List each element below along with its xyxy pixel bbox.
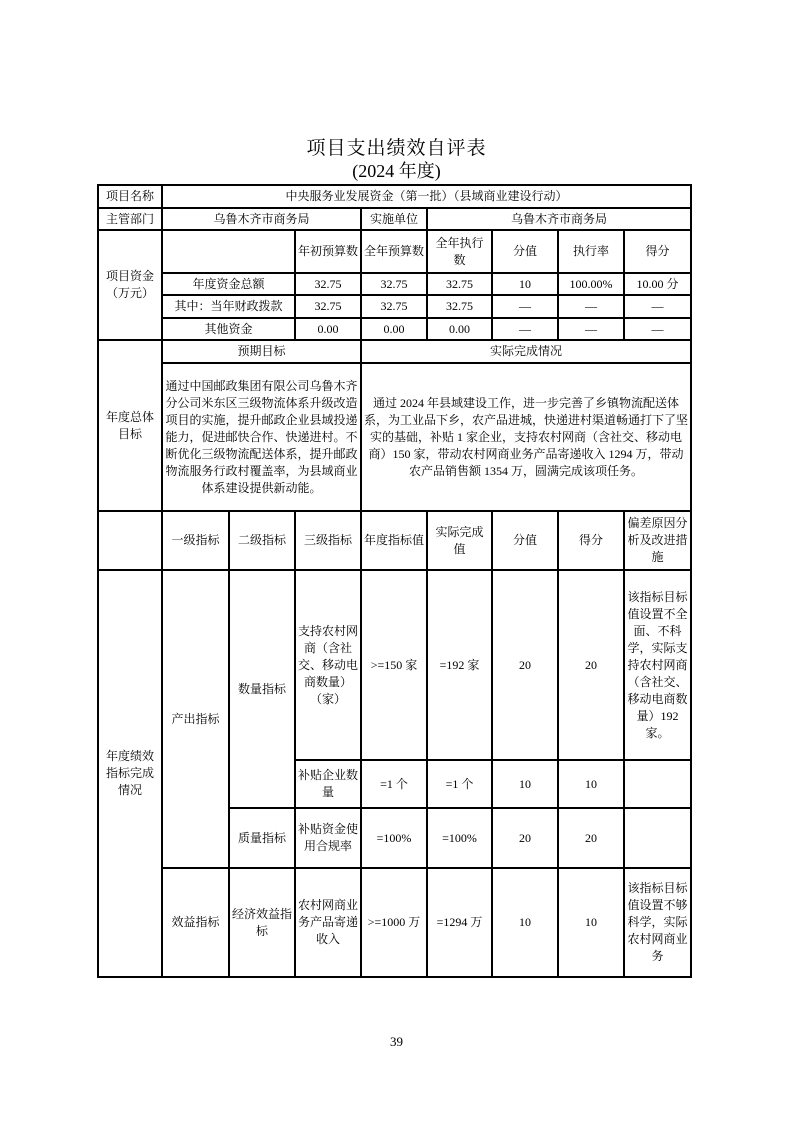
- actual-value-cell: =1294 万: [427, 868, 492, 977]
- score-cell: 10: [558, 868, 624, 977]
- deviation-cell: [624, 808, 691, 868]
- funds-row-fiscal: [98, 295, 691, 318]
- funds-value: 32.75: [295, 273, 361, 295]
- deviation-cell: 该指标目标值设置不够科学，实际农村网商业务: [624, 868, 691, 977]
- level2-cell: 质量指标: [229, 808, 295, 868]
- score-cell: 20: [558, 570, 624, 760]
- funds-row-name: 其他资金: [162, 318, 295, 340]
- funds-row-other: [98, 318, 691, 340]
- funds-value: 100.00%: [558, 273, 624, 295]
- supervisor-value: 乌鲁木齐市商务局: [162, 208, 361, 230]
- funds-value: —: [624, 318, 691, 340]
- indicator-header-actual: 实际完成值: [427, 511, 492, 570]
- target-value-cell: >=150 家: [361, 570, 427, 760]
- goal-section-label: 年度总体目标: [98, 340, 162, 511]
- level1-cell: 产出指标: [162, 570, 229, 868]
- points-cell: 20: [492, 808, 558, 868]
- indicator-header-target: 年度指标值: [361, 511, 427, 570]
- funds-value: 0.00: [361, 318, 427, 340]
- supervisor-label: 主管部门: [98, 208, 162, 230]
- funds-value: —: [492, 295, 558, 318]
- funds-row-name: 年度资金总额: [162, 273, 295, 295]
- funds-value: 32.75: [427, 295, 492, 318]
- funds-value: 0.00: [427, 318, 492, 340]
- target-value-cell: =1 个: [361, 760, 427, 808]
- self-evaluation-table: [97, 184, 692, 978]
- funds-value: —: [492, 318, 558, 340]
- funds-value: —: [558, 295, 624, 318]
- project-name-label: 项目名称: [98, 185, 162, 208]
- funds-header-score: 得分: [624, 230, 691, 273]
- level3-cell: 农村网商业务产品寄递收入: [295, 868, 361, 977]
- funds-value: 32.75: [361, 273, 427, 295]
- level3-cell: 支持农村网商（含社交、移动电商数量）（家）: [295, 570, 361, 760]
- goal-actual-text: 通过 2024 年县域建设工作，进一步完善了乡镇物流配送体系，为工业品下乡，农产品进城，快递进村渠道畅通打下了坚实的基础，补贴 1 家企业，支持农村网商（含社交、移动电商）150 家，带动农村网商业务产品寄递收入 1294 万，带动农产品销售额 1354 万，圆满完成该项任务。: [361, 363, 691, 511]
- target-value-cell: =100%: [361, 808, 427, 868]
- level1-cell: 效益指标: [162, 868, 229, 977]
- score-cell: 10: [558, 760, 624, 808]
- indicator-header-level3: 三级指标: [295, 511, 361, 570]
- level3-cell: 补贴企业数量: [295, 760, 361, 808]
- deviation-cell: [624, 760, 691, 808]
- level2-cell: 经济效益指标: [229, 868, 295, 977]
- points-cell: 20: [492, 570, 558, 760]
- funds-section-label: 项目资金（万元）: [98, 230, 162, 340]
- indicators-corner-cell: [98, 511, 162, 570]
- page-title: 项目支出绩效自评表: [306, 138, 487, 159]
- funds-value: 10.00 分: [624, 273, 691, 295]
- level2-cell: 数量指标: [229, 570, 295, 808]
- indicator-header-deviation: 偏差原因分析及改进措施: [624, 511, 691, 570]
- funds-header-annual-execution: 全年执行数: [427, 230, 492, 273]
- funds-value: 10: [492, 273, 558, 295]
- goal-actual-header: 实际完成情况: [361, 340, 691, 363]
- indicator-header-level2: 二级指标: [229, 511, 295, 570]
- indicator-header-score: 得分: [558, 511, 624, 570]
- funds-value: 32.75: [295, 295, 361, 318]
- deviation-cell: 该指标目标值设置不全面、不科学，实际支持农村网商（含社交、移动电商数量）192 家。: [624, 570, 691, 760]
- indicator-row-quantity-1: [98, 570, 691, 760]
- funds-header-execution-rate: 执行率: [558, 230, 624, 273]
- score-cell: 20: [558, 808, 624, 868]
- points-cell: 10: [492, 760, 558, 808]
- indicator-row-benefit: [98, 868, 691, 977]
- funds-value: 0.00: [295, 318, 361, 340]
- funds-row-total: [98, 273, 691, 295]
- implementer-value: 乌鲁木齐市商务局: [427, 208, 691, 230]
- funds-value: 32.75: [427, 273, 492, 295]
- funds-header-points: 分值: [492, 230, 558, 273]
- page-number: 39: [390, 1034, 403, 1049]
- project-name-value: 中央服务业发展资金（第一批）（县域商业建设行动）: [162, 185, 691, 208]
- actual-value-cell: =192 家: [427, 570, 492, 760]
- goal-expected-text: 通过中国邮政集团有限公司乌鲁木齐分公司米东区三级物流体系升级改造项目的实施，提升邮政企业县域投递能力，促进邮快合作、快递进村。不断优化三级物流配送体系，提升邮政物流服务行政村覆盖率，为县域商业体系建设提供新动能。: [162, 363, 361, 511]
- funds-header-initial-budget: 年初预算数: [295, 230, 361, 273]
- funds-value: —: [624, 295, 691, 318]
- funds-row-name: 其中：当年财政拨款: [162, 295, 295, 318]
- level3-cell: 补贴资金使用合规率: [295, 808, 361, 868]
- target-value-cell: >=1000 万: [361, 868, 427, 977]
- funds-value: —: [558, 318, 624, 340]
- funds-value: 32.75: [361, 295, 427, 318]
- indicator-header-level1: 一级指标: [162, 511, 229, 570]
- implementer-label: 实施单位: [361, 208, 427, 230]
- funds-header-annual-budget: 全年预算数: [361, 230, 427, 273]
- goal-expected-header: 预期目标: [162, 340, 361, 363]
- actual-value-cell: =1 个: [427, 760, 492, 808]
- indicators-section-label: 年度绩效指标完成情况: [98, 570, 162, 977]
- page-subtitle: (2024 年度): [352, 161, 441, 181]
- indicator-header-points: 分值: [492, 511, 558, 570]
- actual-value-cell: =100%: [427, 808, 492, 868]
- funds-corner-cell: [162, 230, 295, 273]
- points-cell: 10: [492, 868, 558, 977]
